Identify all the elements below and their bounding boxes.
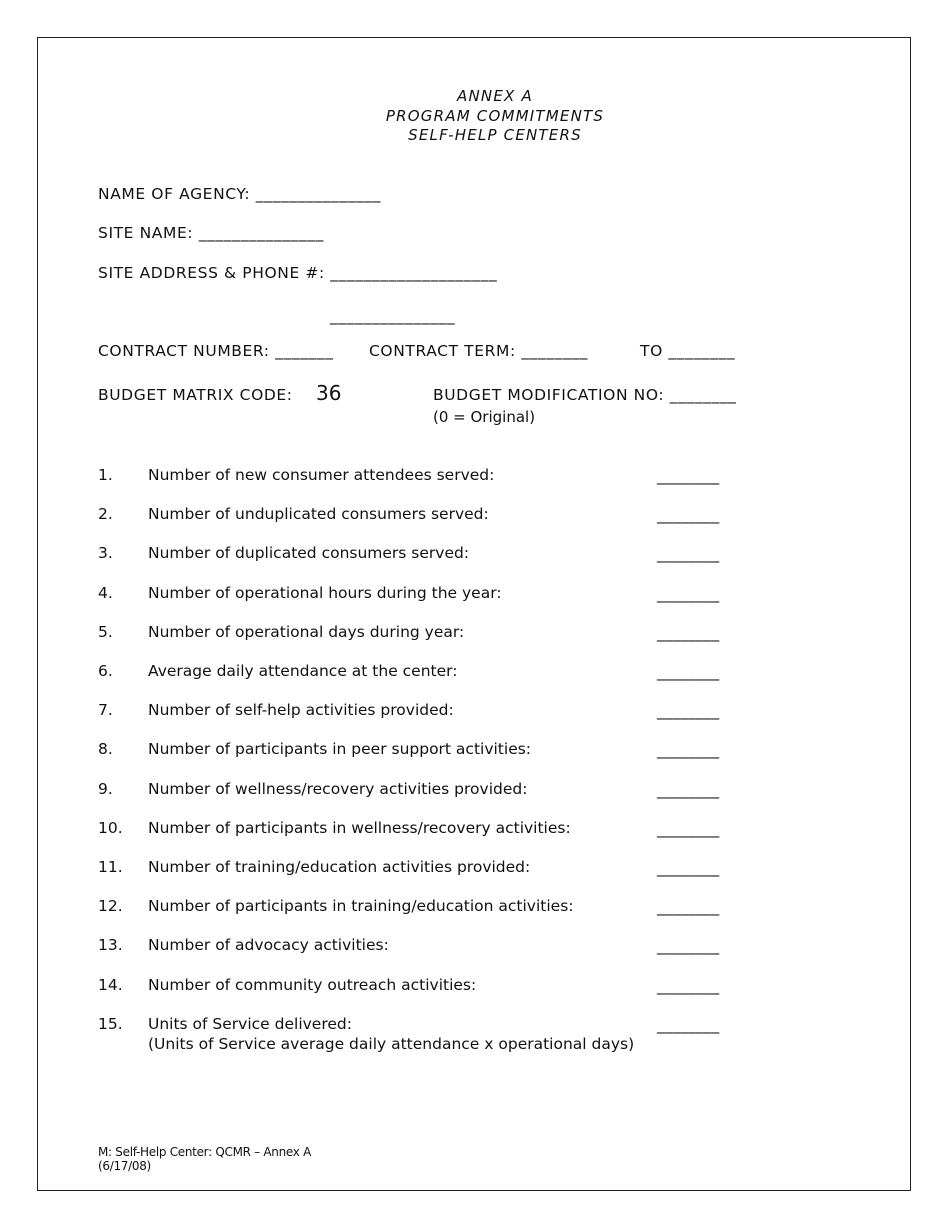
item-number: 3. [98,544,113,562]
budget-matrix-label: BUDGET MATRIX CODE: [98,386,293,404]
footer-date: (6/17/08) [98,1159,151,1173]
item-number: 2. [98,505,113,523]
self-help-centers-title: SELF-HELP CENTERS [408,126,582,144]
item-number: 13. [98,936,123,954]
item-number: 6. [98,662,113,680]
site-address-field: SITE ADDRESS & PHONE #: ____________________ [98,264,498,282]
item-label: Number of community outreach activities: [148,976,477,994]
item-label: Number of participants in training/education activities: [148,897,574,915]
item-label: Number of training/education activities provided: [148,858,531,876]
item-answer-blank[interactable]: ________ [657,937,720,955]
item-label: Number of new consumer attendees served: [148,466,495,484]
item-number: 12. [98,897,123,915]
contract-term-field: CONTRACT TERM: ________ [369,342,589,360]
item-answer-blank[interactable]: ________ [657,663,720,681]
footer-reference: M: Self-Help Center: QCMR – Annex A [98,1145,312,1159]
item-answer-blank[interactable]: ________ [657,977,720,995]
item-answer-blank[interactable]: ________ [657,585,720,603]
item-number: 11. [98,858,123,876]
item-number: 7. [98,701,113,719]
agency-name-field: NAME OF AGENCY: _______________ [98,185,382,203]
site-address-line2: _______________ [330,307,456,325]
item-answer-blank[interactable]: ________ [657,781,720,799]
item-number: 8. [98,740,113,758]
item-answer-blank[interactable]: ________ [657,545,720,563]
annex-title: ANNEX A [457,87,533,105]
item-answer-blank[interactable]: ________ [657,702,720,720]
site-name-field: SITE NAME: _______________ [98,224,324,242]
item-answer-blank[interactable]: ________ [657,624,720,642]
item-label: Number of unduplicated consumers served: [148,505,489,523]
item-number: 4. [98,584,113,602]
item-answer-blank[interactable]: ________ [657,1016,720,1034]
item-label: Number of advocacy activities: [148,936,389,954]
contract-number-field: CONTRACT NUMBER: _______ [98,342,334,360]
item-number: 9. [98,780,113,798]
item-label: Number of operational hours during the year: [148,584,502,602]
item-label: Number of self-help activities provided: [148,701,454,719]
program-commitments-title: PROGRAM COMMITMENTS [385,107,605,125]
item-label: Number of wellness/recovery activities provided: [148,780,528,798]
budget-modification-note: (0 = Original) [433,408,536,426]
item-label: Number of operational days during year: [148,623,465,641]
item-sublabel: (Units of Service average daily attendance x operational days) [148,1035,635,1053]
item-number: 5. [98,623,113,641]
item-answer-blank[interactable]: ________ [657,898,720,916]
item-answer-blank[interactable]: ________ [657,741,720,759]
item-label: Number of duplicated consumers served: [148,544,470,562]
item-number: 10. [98,819,123,837]
contract-to-field: TO ________ [640,342,736,360]
item-answer-blank[interactable]: ________ [657,820,720,838]
item-number: 1. [98,466,113,484]
item-answer-blank[interactable]: ________ [657,467,720,485]
budget-modification-field: BUDGET MODIFICATION NO: ________ [433,386,737,404]
item-label: Number of participants in peer support activities: [148,740,532,758]
item-answer-blank[interactable]: ________ [657,859,720,877]
item-number: 15. [98,1015,123,1033]
item-label: Number of participants in wellness/recovery activities: [148,819,571,837]
budget-matrix-value: 36 [316,381,342,405]
item-number: 14. [98,976,123,994]
item-answer-blank[interactable]: ________ [657,506,720,524]
item-label: Average daily attendance at the center: [148,662,458,680]
item-label: Units of Service delivered: [148,1015,352,1033]
